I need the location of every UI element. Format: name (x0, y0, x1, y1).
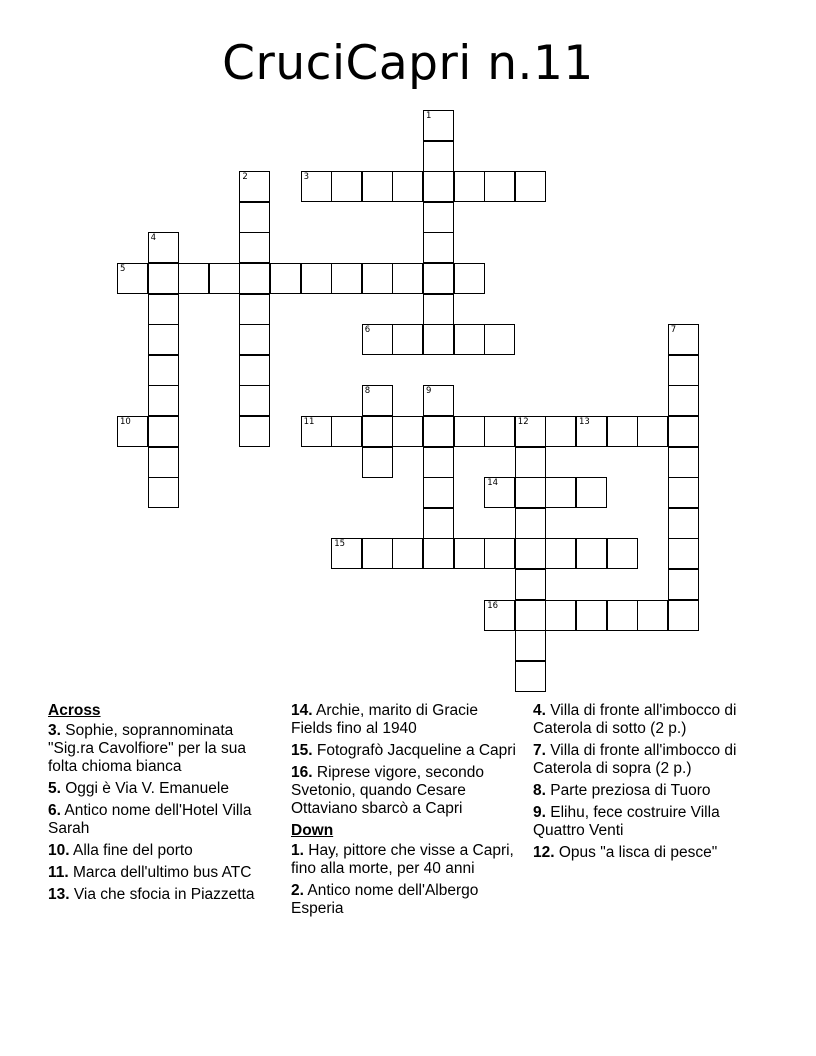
clue-across-5 (48, 780, 274, 798)
grid-cell[interactable] (148, 263, 179, 294)
grid-cell[interactable] (148, 447, 179, 478)
clue-text: Oggi è Via V. Emanuele (65, 780, 229, 797)
clue-number: 13. (48, 886, 70, 903)
clue-number: 14. (291, 702, 313, 719)
clue-number: 8. (533, 782, 546, 799)
grid-cell[interactable] (515, 661, 546, 692)
cell-number: 7 (670, 325, 677, 336)
grid-cell[interactable] (423, 538, 454, 569)
clue-number: 2. (291, 882, 304, 899)
clue-number: 15. (291, 742, 313, 759)
grid-cell[interactable] (515, 600, 546, 631)
clue-down-4 (533, 702, 759, 738)
clue-text: Archie, marito di Gracie Fields fino al 1940 (291, 702, 478, 737)
grid-cell[interactable] (484, 324, 515, 355)
clue-down-1 (291, 842, 521, 878)
clue-text: Alla fine del porto (73, 842, 193, 859)
grid-cell[interactable] (668, 355, 699, 386)
grid-cell[interactable] (515, 508, 546, 539)
grid-cell[interactable] (148, 355, 179, 386)
grid-cell[interactable] (484, 171, 515, 202)
grid-cell[interactable] (392, 324, 423, 355)
grid-cell[interactable] (392, 538, 423, 569)
grid-cell[interactable] (423, 141, 454, 172)
grid-cell[interactable] (454, 416, 485, 447)
clue-number: 16. (291, 764, 313, 781)
cell-number: 2 (242, 172, 248, 183)
clues-column-2 (291, 702, 521, 922)
clue-text: Opus "a lisca di pesce" (558, 844, 718, 861)
grid-cell[interactable] (270, 263, 301, 294)
clue-across-15 (291, 742, 521, 760)
grid-cell[interactable] (362, 385, 393, 416)
grid-cell[interactable] (668, 508, 699, 539)
grid-cell[interactable] (423, 324, 454, 355)
grid-cell[interactable] (239, 171, 270, 202)
grid-cell[interactable] (454, 324, 485, 355)
grid-cell[interactable] (362, 538, 393, 569)
grid-cell[interactable] (423, 447, 454, 478)
grid-cell[interactable] (331, 538, 362, 569)
cell-number: 11 (303, 417, 315, 427)
grid-cell[interactable] (239, 294, 270, 325)
grid-cell[interactable] (148, 416, 179, 447)
grid-cell[interactable] (637, 416, 668, 447)
clue-text: Riprese vigore, secondo Svetonio, quando Cesare Ottaviano sbarcò a Capri (291, 764, 485, 817)
grid-cell[interactable] (148, 232, 179, 263)
grid-cell[interactable] (515, 447, 546, 478)
grid-cell[interactable] (301, 416, 332, 447)
grid-cell[interactable] (239, 416, 270, 447)
grid-cell[interactable] (362, 263, 393, 294)
grid-cell[interactable] (148, 294, 179, 325)
cell-number: 12 (517, 417, 529, 427)
clue-text: Elihu, fece costruire Villa Quattro Venti (533, 804, 720, 839)
grid-cell[interactable] (576, 538, 607, 569)
cell-number: 5 (120, 264, 126, 274)
grid-cell[interactable] (392, 416, 423, 447)
grid-cell[interactable] (515, 416, 546, 447)
clue-number: 4. (533, 702, 546, 719)
clue-down-12 (533, 844, 759, 862)
clue-text: Villa di fronte all'imbocco di Caterola di sopra (2 p.) (533, 742, 737, 777)
clue-number: 7. (533, 742, 546, 759)
grid-cell[interactable] (148, 324, 179, 355)
grid-cell[interactable] (668, 416, 699, 447)
clue-text: Fotografò Jacqueline a Capri (316, 742, 516, 759)
clue-text: Marca dell'ultimo bus ATC (73, 864, 252, 881)
clue-down-2 (291, 882, 521, 918)
grid-cell[interactable] (117, 263, 148, 294)
clue-text: Antico nome dell'Albergo Esperia (291, 882, 479, 917)
grid-cell[interactable] (423, 385, 454, 416)
grid-cell[interactable] (454, 538, 485, 569)
grid-cell[interactable] (117, 416, 148, 447)
grid-cell[interactable] (668, 324, 699, 355)
grid-cell[interactable] (301, 263, 332, 294)
grid-cell[interactable] (301, 171, 332, 202)
cell-number: 10 (120, 417, 131, 427)
grid-cell[interactable] (545, 538, 576, 569)
grid-cell[interactable] (607, 538, 638, 569)
grid-cell[interactable] (454, 171, 485, 202)
grid-cell[interactable] (545, 600, 576, 631)
clue-down-9 (533, 804, 759, 840)
clue-across-10 (48, 842, 274, 860)
grid-cell[interactable] (637, 600, 668, 631)
clue-number: 3. (48, 722, 61, 739)
grid-cell[interactable] (362, 416, 393, 447)
cell-number: 16 (487, 600, 499, 611)
grid-cell[interactable] (362, 324, 393, 355)
cell-number: 9 (426, 386, 432, 397)
clue-number: 12. (533, 844, 555, 861)
grid-cell[interactable] (239, 355, 270, 386)
grid-cell[interactable] (668, 569, 699, 600)
clue-text: Parte preziosa di Tuoro (550, 782, 711, 799)
grid-cell[interactable] (239, 324, 270, 355)
grid-cell[interactable] (239, 263, 270, 294)
grid-cell[interactable] (239, 202, 270, 233)
clue-number: 1. (291, 842, 304, 859)
grid-cell[interactable] (576, 416, 607, 447)
grid-cell[interactable] (607, 600, 638, 631)
grid-cell[interactable] (515, 630, 546, 661)
clue-text: Via che sfocia in Piazzetta (73, 886, 255, 903)
clue-text: Antico nome dell'Hotel Villa Sarah (48, 802, 252, 837)
grid-cell[interactable] (148, 385, 179, 416)
clue-across-11 (48, 864, 274, 882)
grid-cell[interactable] (515, 477, 546, 508)
cell-number: 3 (303, 172, 310, 183)
clue-down-7 (533, 742, 759, 778)
down-heading: Down (291, 822, 334, 839)
clue-number: 10. (48, 842, 70, 859)
grid-cell[interactable] (484, 477, 515, 508)
grid-cell[interactable] (423, 508, 454, 539)
clues-column-1 (48, 702, 274, 908)
cell-number: 6 (364, 325, 371, 336)
clue-across-13 (48, 886, 274, 904)
across-heading: Across (48, 702, 101, 719)
grid-cell[interactable] (148, 477, 179, 508)
clue-text: Hay, pittore che visse a Capri, fino alla morte, per 40 anni (291, 842, 514, 877)
cell-number: 4 (150, 233, 157, 244)
grid-cell[interactable] (362, 171, 393, 202)
grid-cell[interactable] (392, 171, 423, 202)
clue-down-8 (533, 782, 759, 800)
cell-number: 15 (334, 539, 346, 550)
grid-cell[interactable] (668, 447, 699, 478)
grid-cell[interactable] (423, 477, 454, 508)
grid-cell[interactable] (178, 263, 209, 294)
grid-cell[interactable] (576, 477, 607, 508)
grid-cell[interactable] (423, 263, 454, 294)
grid-cell[interactable] (668, 385, 699, 416)
grid-cell[interactable] (668, 477, 699, 508)
grid-cell[interactable] (423, 416, 454, 447)
grid-cell[interactable] (362, 447, 393, 478)
grid-cell[interactable] (331, 171, 362, 202)
clue-across-16 (291, 764, 521, 818)
grid-cell[interactable] (423, 202, 454, 233)
grid-cell[interactable] (545, 477, 576, 508)
grid-cell[interactable] (454, 263, 485, 294)
grid-cell[interactable] (515, 171, 546, 202)
grid-cell[interactable] (484, 416, 515, 447)
cell-number: 8 (364, 386, 371, 397)
cell-number: 13 (579, 417, 590, 427)
cell-number: 1 (426, 111, 432, 121)
clue-text: Sophie, soprannominata "Sig.ra Cavolfiore" per la sua folta chioma bianca (48, 722, 246, 775)
grid-cell[interactable] (515, 569, 546, 600)
cell-number: 14 (487, 478, 499, 489)
grid-cell[interactable] (668, 600, 699, 631)
grid-cell[interactable] (239, 385, 270, 416)
clue-across-14 (291, 702, 521, 738)
grid-cell[interactable] (423, 294, 454, 325)
clue-number: 11. (48, 864, 69, 881)
grid-cell[interactable] (576, 600, 607, 631)
clue-across-6 (48, 802, 274, 838)
grid-cell[interactable] (668, 538, 699, 569)
grid-cell[interactable] (423, 171, 454, 202)
grid-cell[interactable] (545, 416, 576, 447)
grid-cell[interactable] (607, 416, 638, 447)
grid-cell[interactable] (515, 538, 546, 569)
clues-column-3 (533, 702, 759, 866)
grid-cell[interactable] (239, 232, 270, 263)
clue-text: Villa di fronte all'imbocco di Caterola di sotto (2 p.) (533, 702, 737, 737)
grid-cell[interactable] (423, 232, 454, 263)
grid-cell[interactable] (209, 263, 240, 294)
grid-cell[interactable] (331, 416, 362, 447)
grid-cell[interactable] (331, 263, 362, 294)
clue-number: 5. (48, 780, 61, 797)
puzzle-title: CruciCapri n.11 (222, 36, 594, 91)
grid-cell[interactable] (484, 600, 515, 631)
grid-cell[interactable] (392, 263, 423, 294)
clue-across-3 (48, 722, 274, 776)
clue-number: 9. (533, 804, 546, 821)
grid-cell[interactable] (423, 110, 454, 141)
clue-number: 6. (48, 802, 61, 819)
grid-cell[interactable] (484, 538, 515, 569)
